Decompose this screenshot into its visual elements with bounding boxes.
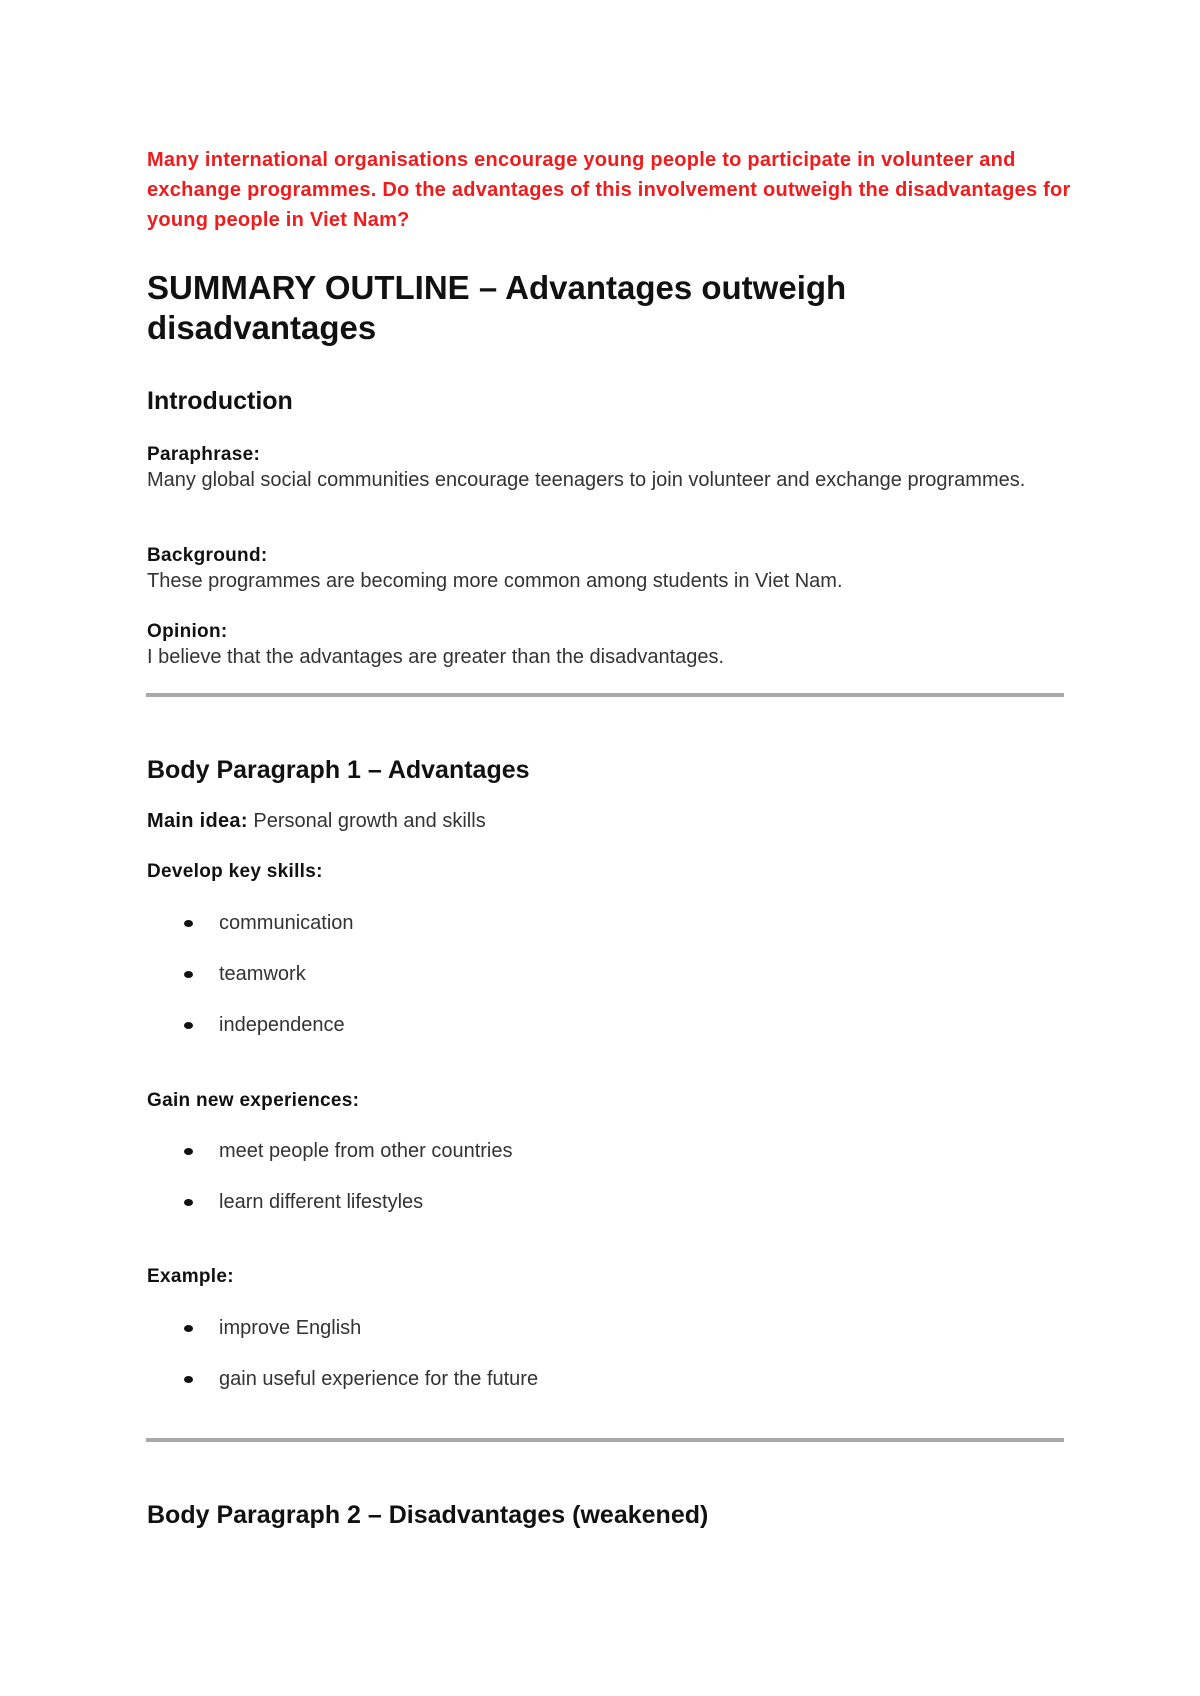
opinion-label: Opinion: (147, 621, 228, 642)
essay-prompt: Many international organisations encourage young people to participate in volunteer and exchange programmes. Do the advantages of this involvement outweigh the disadvantages for young people in Viet Nam? (147, 149, 1071, 231)
main-idea-label: Main idea: (147, 810, 248, 832)
bullet-icon (184, 971, 193, 978)
bullet-icon (184, 920, 193, 927)
background-label: Background: (147, 545, 268, 566)
bullet-icon (184, 1022, 193, 1029)
background-text: These programmes are becoming more common among students in Viet Nam. (147, 570, 843, 592)
section-divider (146, 1438, 1064, 1442)
opinion-text: I believe that the advantages are greater than the disadvantages. (147, 646, 725, 668)
main-idea-text: Personal growth and skills (247, 810, 486, 832)
body-paragraph-2-heading: Body Paragraph 2 – Disadvantages (weakened) (147, 1501, 709, 1529)
example-label: Example: (147, 1266, 234, 1287)
document-page: Many international organisations encourage young people to participate in volunteer and exchange programmes. Do the advantages of this involvement outweigh the disadvantages for young people in Viet Nam? SUMMARY OUTLINE – Advantages outweigh disadvantages Introduction Paraphrase: Many global social communities encourage teenagers to join volunteer and exchange programmes. Background: These programmes are becoming more common among students in Viet Nam. Opinion: I believe that the advantages are greater than the disadvantages. Body Paragraph 1 – Advantages Main idea: Personal growth and skills Develop key skills: communication teamwork independence Gain new experiences: meet people from other countries learn different lifestyles Example: improve English gain useful experience for the future Body Paragraph 2 – Disadvantages (weakened) (0, 0, 1200, 1696)
bullet-icon (184, 1148, 193, 1155)
outline-title: SUMMARY OUTLINE – Advantages outweigh disadvantages (147, 269, 847, 346)
skills-label: Develop key skills: (147, 861, 323, 882)
bullet-icon (184, 1325, 193, 1332)
experiences-label: Gain new experiences: (147, 1090, 360, 1111)
paraphrase-text: Many global social communities encourage teenagers to join volunteer and exchange programmes. (147, 469, 1026, 491)
paraphrase-label: Paraphrase: (147, 444, 261, 465)
main-idea-line (147, 809, 1047, 834)
section-divider (146, 693, 1064, 697)
introduction-heading: Introduction (147, 387, 293, 415)
bullet-icon (184, 1199, 193, 1206)
bullet-icon (184, 1376, 193, 1383)
body-paragraph-1-heading: Body Paragraph 1 – Advantages (147, 756, 530, 784)
